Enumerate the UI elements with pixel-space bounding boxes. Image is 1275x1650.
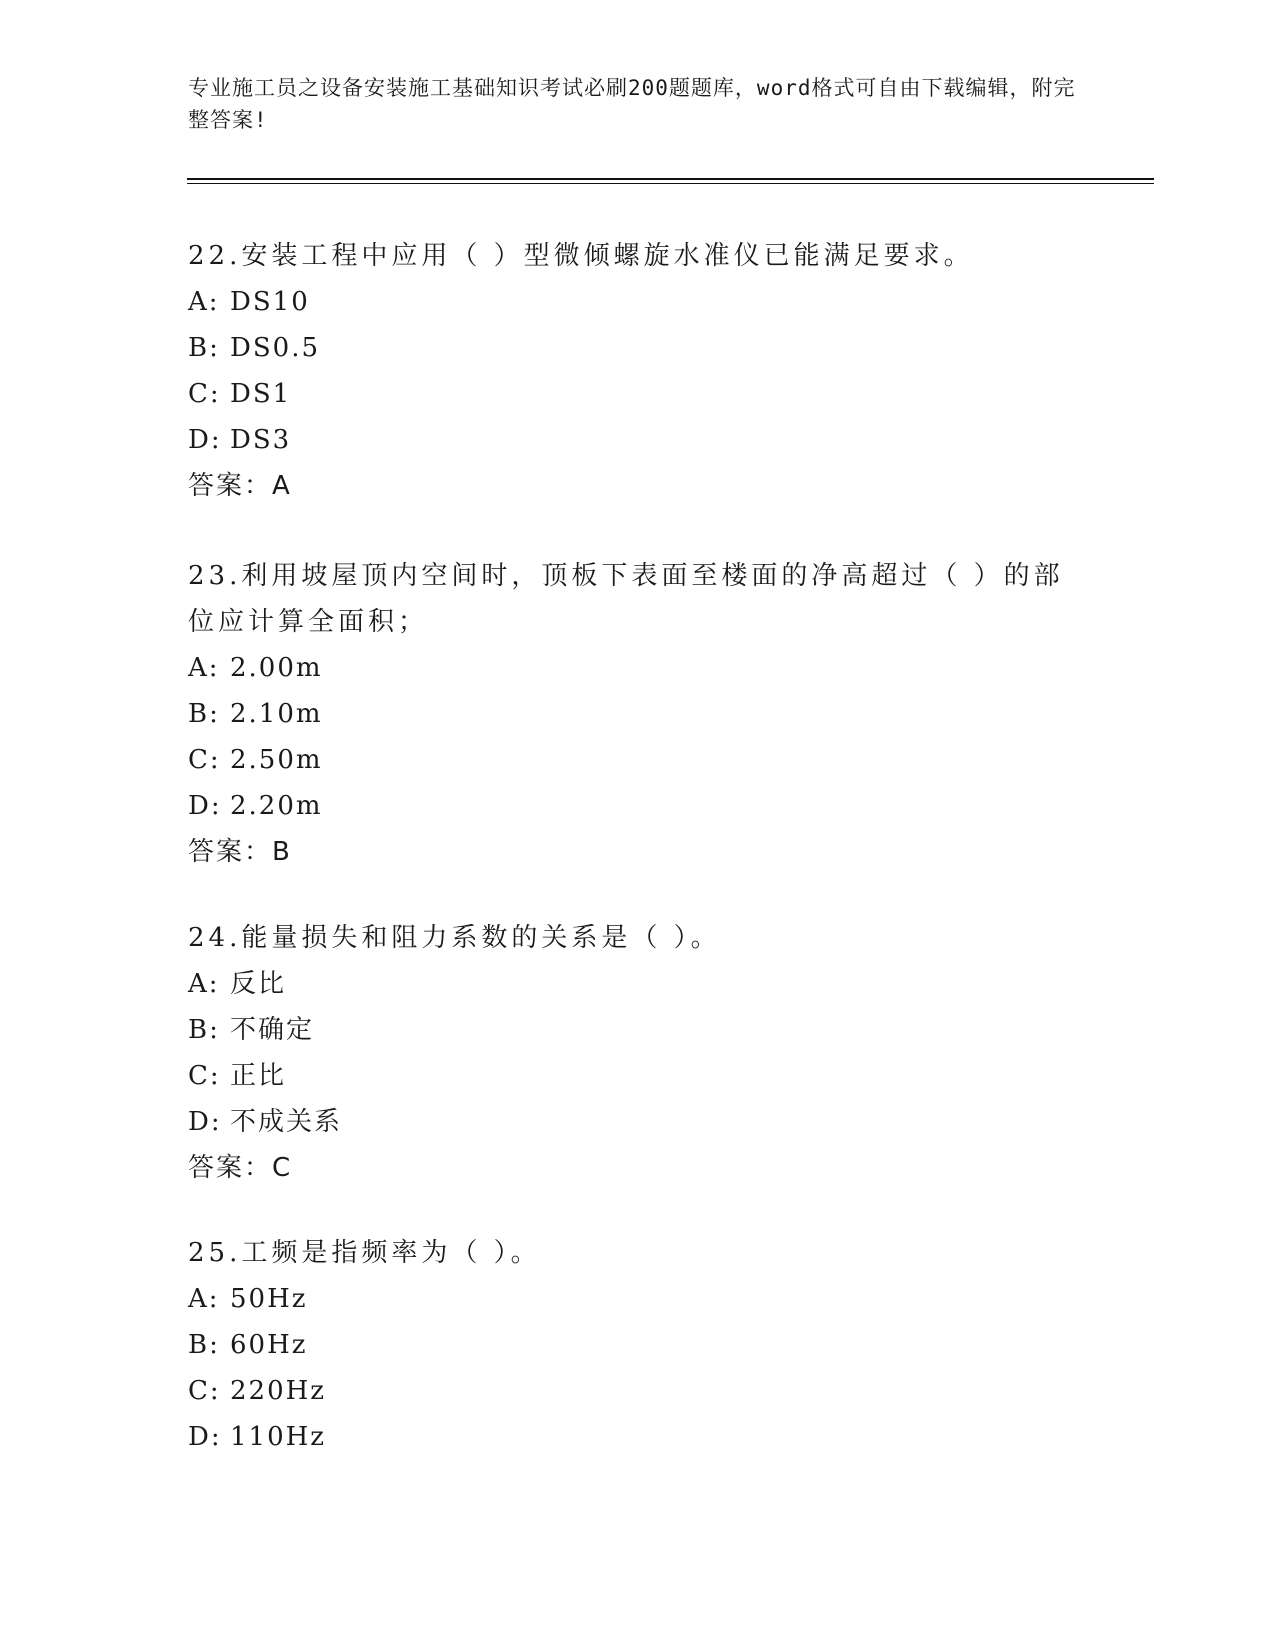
option-label: B: (188, 699, 220, 729)
option-label: D: (188, 1422, 222, 1452)
option-value: DS1 (230, 379, 292, 409)
question-text: 23.利用坡屋顶内空间时，顶板下表面至楼面的净高超过（ ）的部位应计算全面积； (188, 561, 1064, 637)
option-label: B: (188, 1015, 220, 1045)
option-b (188, 691, 1088, 737)
option-label: C: (188, 379, 221, 409)
answer-line: 答案：B (188, 837, 292, 867)
option-a (188, 645, 1088, 691)
option-label: C: (188, 1061, 221, 1091)
option-value: 2.10m (230, 699, 323, 729)
option-a (188, 1276, 1088, 1322)
option-d (188, 783, 1088, 829)
question-text: 24.能量损失和阻力系数的关系是（ ）。 (188, 923, 721, 953)
option-value: 50Hz (230, 1284, 308, 1314)
question-24 (188, 915, 1088, 1191)
option-d (188, 1099, 1088, 1145)
option-label: B: (188, 333, 220, 363)
option-label: A: (188, 1284, 220, 1314)
option-label: B: (188, 1330, 220, 1360)
option-label: C: (188, 745, 221, 775)
option-label: D: (188, 425, 222, 455)
question-23 (188, 553, 1088, 875)
option-value: 60Hz (230, 1330, 308, 1360)
answer-line: 答案：A (188, 471, 292, 501)
option-label: A: (188, 653, 220, 683)
option-label: C: (188, 1376, 221, 1406)
option-value: 220Hz (230, 1376, 326, 1406)
option-d (188, 417, 1088, 463)
option-c (188, 1053, 1088, 1099)
answer-line: 答案：C (188, 1153, 293, 1183)
option-label: D: (188, 791, 222, 821)
question-25 (188, 1230, 1088, 1460)
question-text: 25.工频是指频率为（ ）。 (188, 1238, 541, 1268)
option-value: 2.50m (230, 745, 323, 775)
option-value: 正比 (230, 1061, 287, 1091)
option-value: 反比 (230, 969, 287, 999)
option-c (188, 1368, 1088, 1414)
option-value: DS0.5 (230, 333, 321, 363)
question-22 (188, 233, 1088, 509)
document-header: 专业施工员之设备安装施工基础知识考试必刷200题题库，word格式可自由下载编辑，附完整答案! (188, 76, 1076, 132)
header-divider-thick (187, 178, 1154, 180)
option-value: 110Hz (230, 1422, 326, 1452)
option-b (188, 325, 1088, 371)
option-b (188, 1007, 1088, 1053)
option-c (188, 737, 1088, 783)
option-a (188, 279, 1088, 325)
option-a (188, 961, 1088, 1007)
option-value: 2.20m (230, 791, 323, 821)
option-label: D: (188, 1107, 222, 1137)
option-value: 不成关系 (230, 1107, 343, 1137)
option-d (188, 1414, 1088, 1460)
option-value: DS10 (230, 287, 310, 317)
option-value: 不确定 (230, 1015, 315, 1045)
option-c (188, 371, 1088, 417)
question-text: 22.安装工程中应用（ ）型微倾螺旋水准仪已能满足要求。 (188, 241, 974, 271)
option-label: A: (188, 287, 220, 317)
option-value: 2.00m (230, 653, 323, 683)
option-value: DS3 (230, 425, 292, 455)
option-label: A: (188, 969, 220, 999)
header-divider-thin (187, 183, 1154, 184)
option-b (188, 1322, 1088, 1368)
